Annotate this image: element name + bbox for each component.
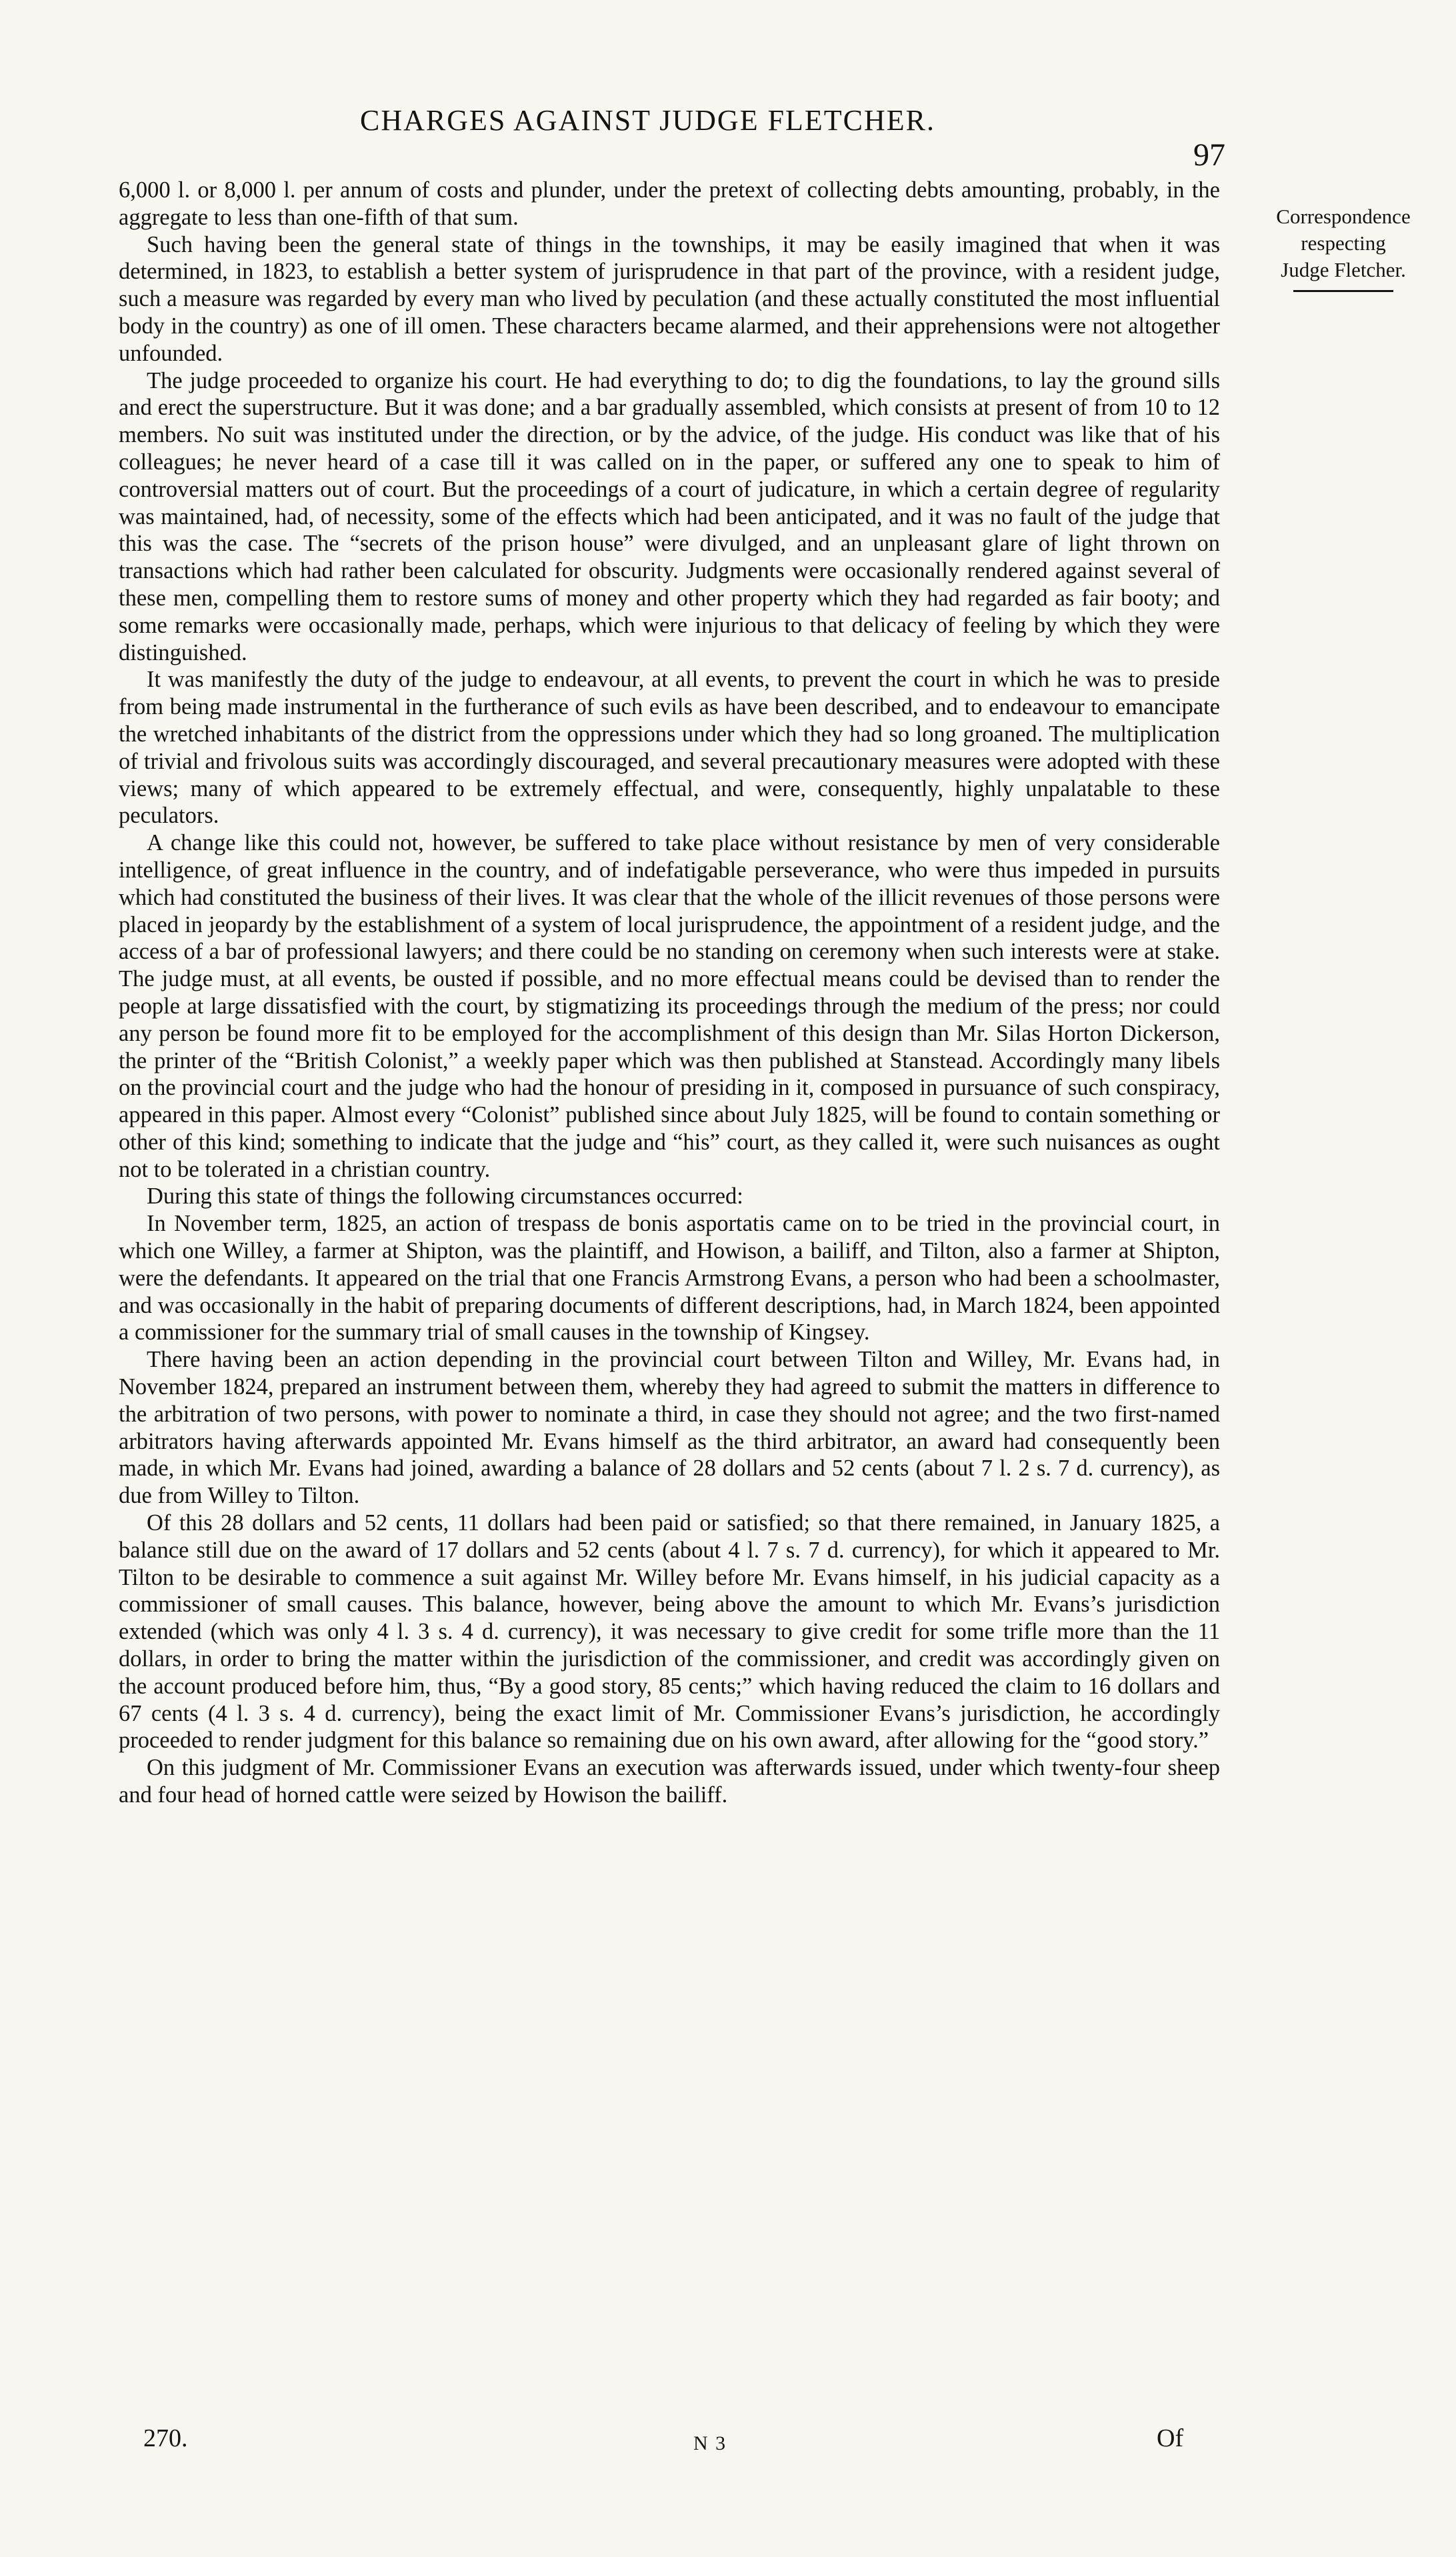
paragraph: A change like this could not, however, be suffered to take place without resistance by men of very considerable intelligence, of great influence in the country, and of indefatigable perseverance, who were thus impeded in pursuits which had constituted the business of their lives. It was clear that the whole of the illicit revenues of those persons were placed in jeopardy by the establishment of a system of local jurisprudence, the appointment of a resident judge, and the access of a bar of professional lawyers; and there could be no standing on ceremony when such interests were at stake. The judge must, at all events, be ousted if possible, and no more effectual means could be devised than to render the people at large dissatisfied with the court, by stigmatizing its proceedings through the medium of the press; nor could any person be found more fit to be employed for the accomplishment of this design than Mr. Silas Horton Dickerson, the printer of the “British Colonist,” a weekly paper which was then published at Stanstead. Accordingly many libels on the provincial court and the judge who had the honour of presiding in it, composed in pursuance of such conspiracy, appeared in this paper. Almost every “Colonist” published since about July 1825, will be found to contain something or other of this kind; something to indicate that the judge and “his” court, as they called it, were such nuisances as ought not to be tolerated in a christian country.: [119, 830, 1220, 1182]
marginal-note-line: Correspondence: [1276, 205, 1411, 228]
paragraph: Such having been the general state of things in the townships, it may be easily imagined that when it was determined, in 1823, to establish a better system of jurisprudence in that part of the province, with a resident judge, such a measure was regarded by every man who lived by peculation (and these actually constituted the most influential body in the country) as one of ill omen. These characters became alarmed, and their apprehensions were not altogether unfounded.: [119, 231, 1220, 366]
marginal-note-line: Judge Fletcher.: [1281, 258, 1406, 281]
paragraph: Of this 28 dollars and 52 cents, 11 dollars had been paid or satisfied; so that there remained, in January 1825, a balance still due on the award of 17 dollars and 52 cents (about 4 l. 7 s. 7 d. currency), for which it appeared to Mr. Tilton to be desirable to commence a suit against Mr. Willey before Mr. Evans himself, in his judicial capacity as a commissioner of small causes. This balance, however, being above the amount to which Mr. Evans’s jurisdiction extended (which was only 4 l. 3 s. 4 d. currency), it was necessary to give credit for some trifle more than the 11 dollars, in order to bring the matter within the jurisdiction of the commissioner, and credit was accordingly given on the account produced before him, thus, “By a good story, 85 cents;” which having reduced the claim to 16 dollars and 67 cents (4 l. 3 s. 4 d. currency), being the exact limit of Mr. Commissioner Evans’s jurisdiction, he accordingly proceeded to render judgment for this balance so remaining due on his own award, after allowing for the “good story.”: [119, 1510, 1220, 1754]
signature-mark: N 3: [693, 2432, 727, 2454]
paragraph: On this judgment of Mr. Commissioner Evans an execution was afterwards issued, under which twenty-four sheep and four head of horned cattle were seized by Howison the bailiff.: [119, 1755, 1220, 1808]
marginal-note-rule: [1293, 290, 1393, 292]
running-head: CHARGES AGAINST JUDGE FLETCHER.: [360, 104, 936, 137]
document-number: 270.: [143, 2424, 188, 2452]
page-number: 97: [1193, 137, 1225, 173]
paragraph: It was manifestly the duty of the judge to endeavour, at all events, to prevent the court in which he was to preside from being made instrumental in the furtherance of such evils as have been described, and to endeavour to emancipate the wretched inhabitants of the district from the oppressions under which they had so long groaned. The multiplication of trivial and frivolous suits was accordingly discouraged, and several precautionary measures were adopted with these views; many of which appeared to be extremely effectual, and were, consequently, highly unpalatable to these peculators.: [119, 667, 1220, 829]
body-text: [119, 177, 1220, 1809]
catchword: Of: [1157, 2424, 1184, 2452]
paragraph: In November term, 1825, an action of trespass de bonis asportatis came on to be tried in the provincial court, in which one Willey, a farmer at Shipton, was the plaintiff, and Howison, a bailiff, and Tilton, also a farmer at Shipton, were the defendants. It appeared on the trial that one Francis Armstrong Evans, a person who had been a schoolmaster, and was occasionally in the habit of preparing documents of different descriptions, had, in March 1824, been appointed a commissioner for the summary trial of small causes in the township of Kingsey.: [119, 1211, 1220, 1346]
marginal-note: [1260, 203, 1427, 292]
paragraph: During this state of things the following circumstances occurred:: [147, 1183, 743, 1209]
paragraph: The judge proceeded to organize his court. He had everything to do; to dig the foundations, to lay the ground sills and erect the superstructure. But it was done; and a bar gradually assembled, which consists at present of from 10 to 12 members. No suit was instituted under the direction, or by the advice, of the judge. His conduct was like that of his colleagues; he never heard of a case till it was called on in the paper, or suffered any one to speak to him of controversial matters out of court. But the proceedings of a court of judicature, in which a certain degree of regularity was maintained, had, of necessity, some of the effects which had been anticipated, and it was no fault of the judge that this was the case. The “secrets of the prison house” were divulged, and an unpleasant glare of light thrown on transactions which had rather been calculated for obscurity. Judgments were occasionally rendered against several of these men, compelling them to restore sums of money and other property which they had regarded as fair booty; and some remarks were occasionally made, perhaps, which were injurious to that delicacy of feeling by which they were distinguished.: [119, 367, 1220, 665]
paragraph: 6,000 l. or 8,000 l. per annum of costs and plunder, under the pretext of collecting debts amounting, probably, in the aggregate to less than one-fifth of that sum.: [119, 177, 1220, 230]
marginal-note-line: respecting: [1301, 231, 1386, 255]
paragraph: There having been an action depending in the provincial court between Tilton and Willey, Mr. Evans had, in November 1824, prepared an instrument between them, whereby they had agreed to submit the matters in difference to the arbitration of two persons, with power to nominate a third, in case they should not agree; and the two first-named arbitrators having afterwards appointed Mr. Evans himself as the third arbitrator, an award had consequently been made, in which Mr. Evans had joined, awarding a balance of 28 dollars and 52 cents (about 7 l. 2 s. 7 d. currency), as due from Willey to Tilton.: [119, 1347, 1220, 1509]
